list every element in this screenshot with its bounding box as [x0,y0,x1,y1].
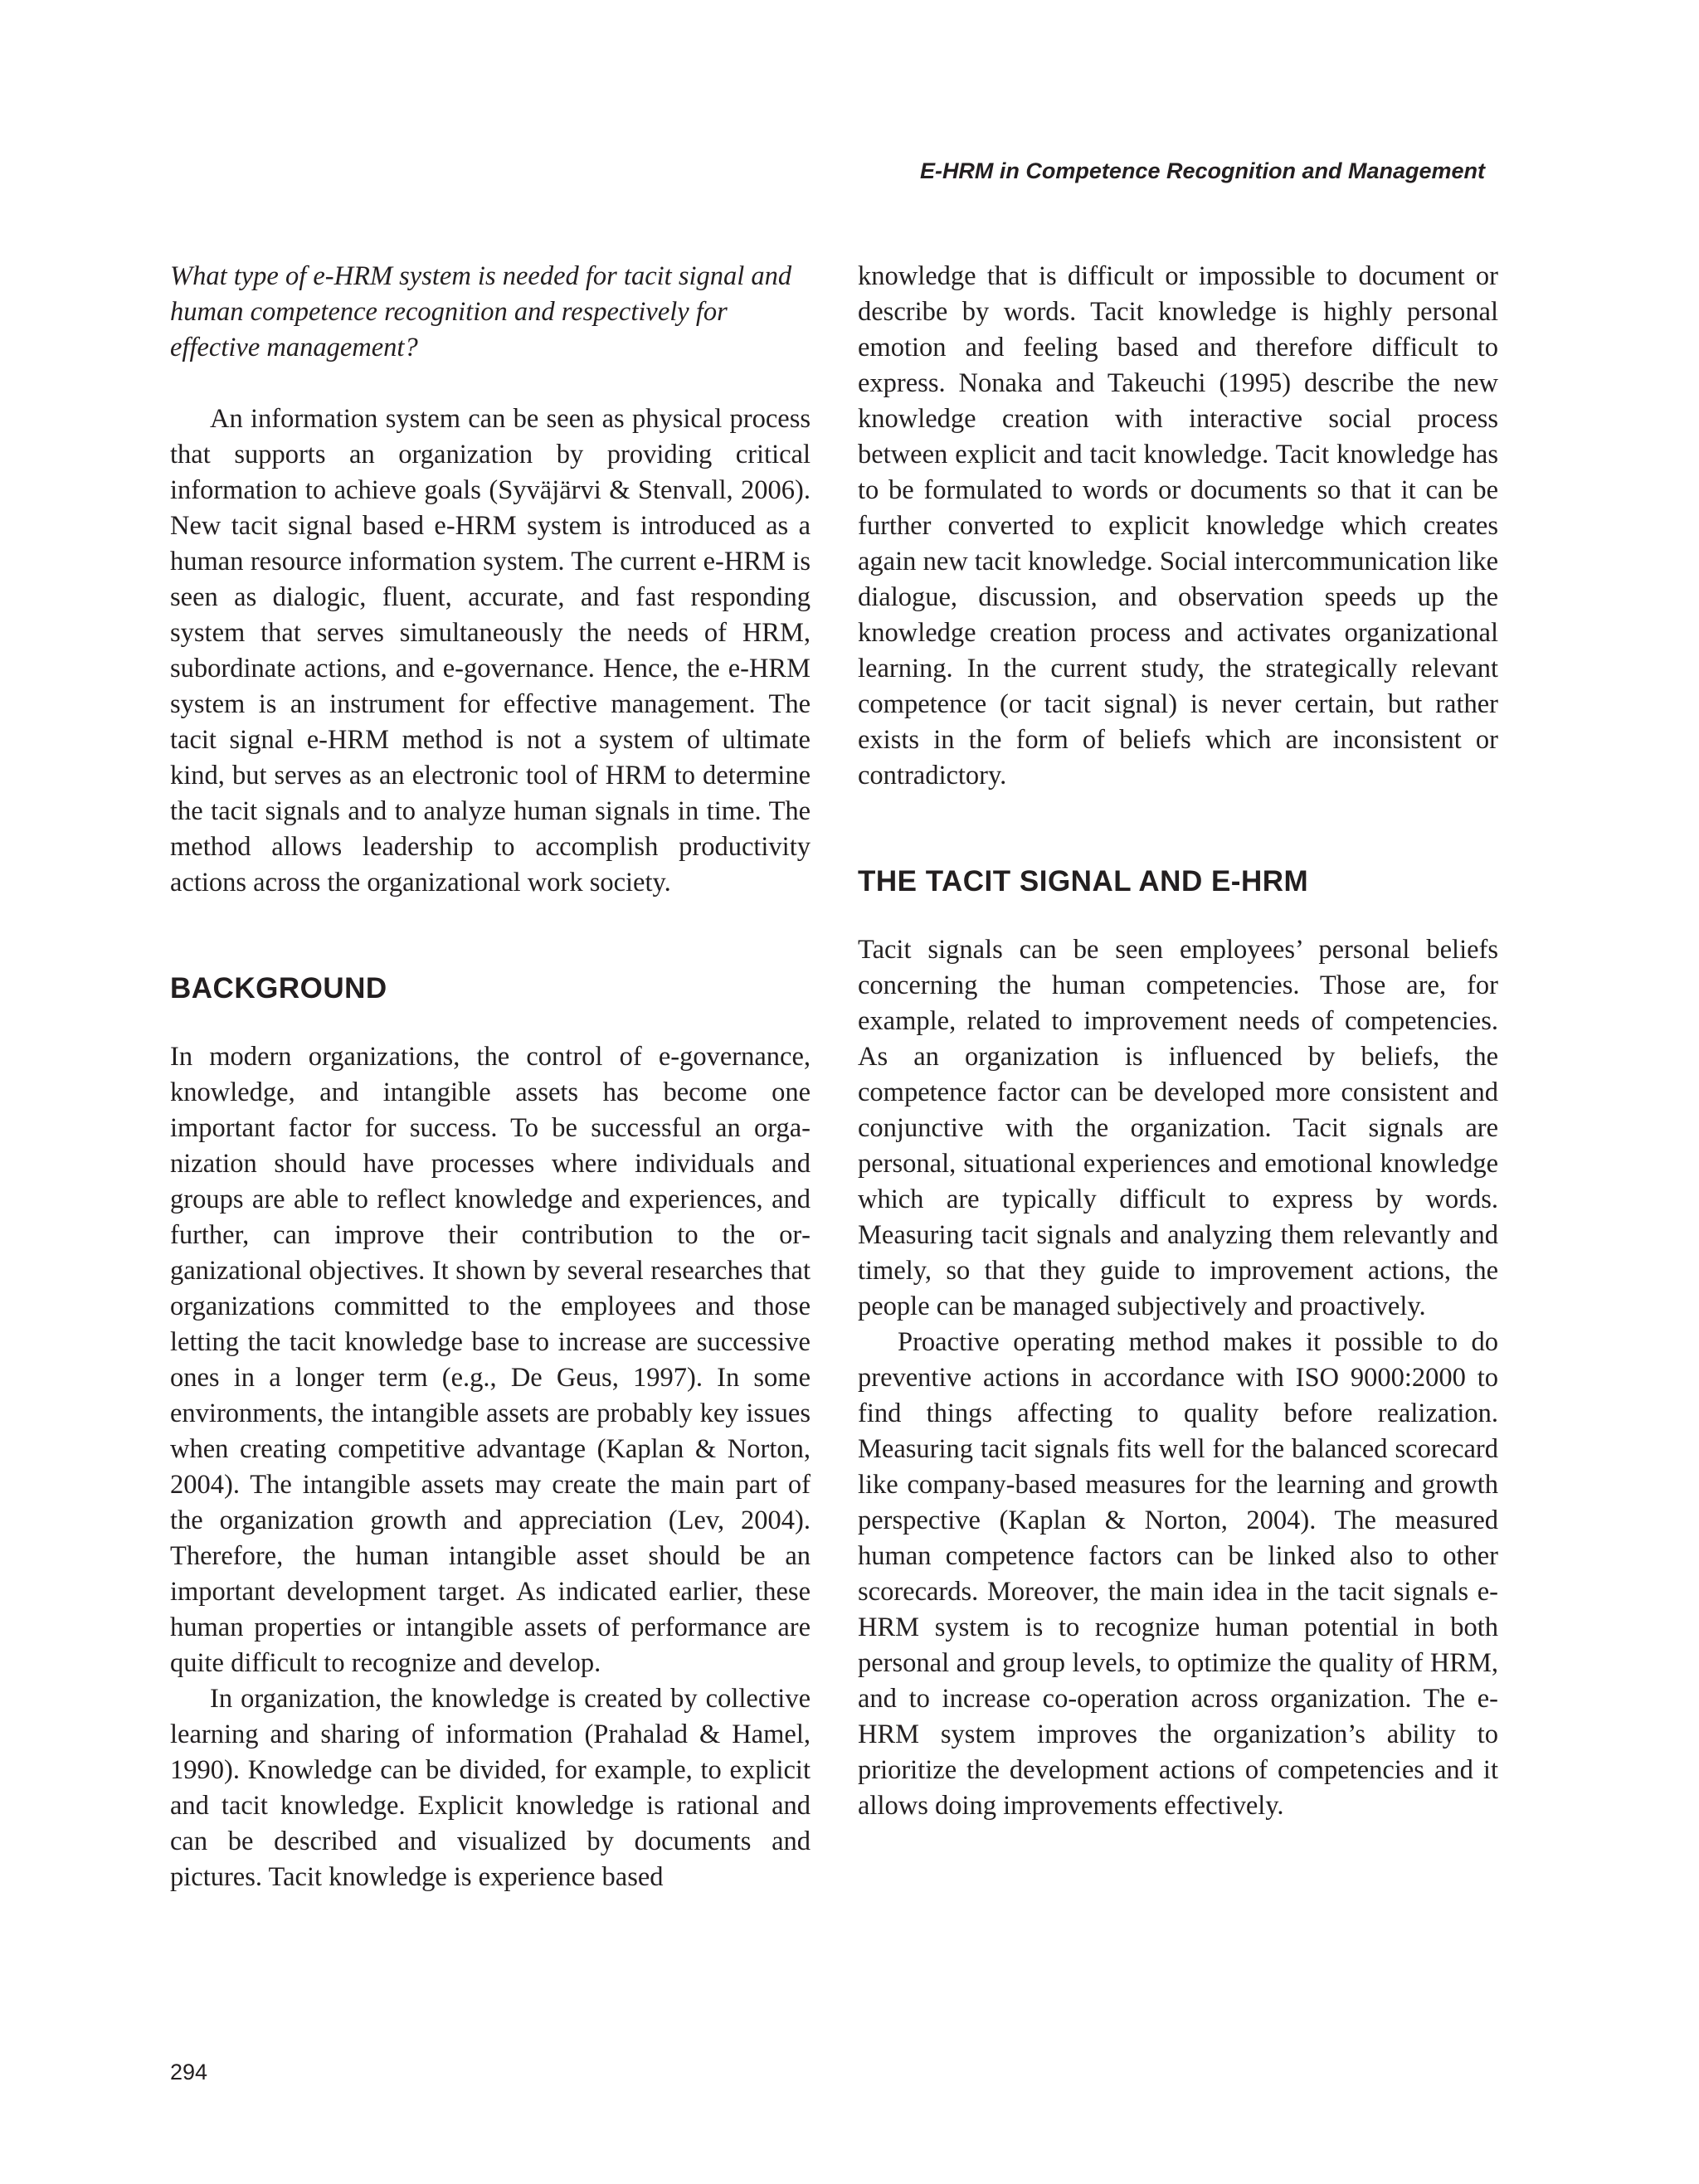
research-question: What type of e-HRM system is needed for tacit signal and human competence recognition and respectively for effective management? [170,261,792,362]
spacer [858,794,1498,860]
background-paragraph-2: In organization, the knowledge is created by collective learning and sharing of information (Prahalad & Hamel, 1990). Knowledge can be divided, for example, to explicit and tacit knowledge. Explicit knowledge is rational and can be described and visualized by documents and pictures. Tacit knowledge is experience based [170,1684,811,1892]
tacit-paragraph-1: Tacit signals can be seen employees’ personal beliefs concerning the human competencies. Those are, for example, related to improvement needs of competencies. As an organization is influenced by beliefs, the competence factor can be developed more consistent and conjunctive with the organization. Tacit signals are personal, situational experiences and emotional knowledge which are typically difficult to express by words. Measuring tacit signals and analyzing them relevantly and timely, so that they guide to improvement actions, the people can be managed subjectively and proactively. [858,935,1498,1321]
spacer [170,901,811,967]
running-header: E-HRM in Competence Recognition and Management [919,158,1485,183]
spacer [858,903,1498,932]
left-column [170,259,811,1895]
background-heading: BACKGROUND [170,972,387,1004]
tacit-signal-heading: THE TACIT SIGNAL AND E-HRM [858,865,1309,897]
spacer [170,366,811,401]
right-column [858,259,1498,1824]
tacit-paragraph-2: Proactive operating method makes it possible to do preventive actions in accordance with ISO 9000:2000 to find things affecting to quality before realization. Measuring tacit signals fits well for the balanced scorecard like company-based measures for the learning and growth perspective (Kaplan & Norton, 2004). The measured human competence factors can be linked also to other scorecards. Moreover, the main idea in the tacit signals e-HRM system is to recognize human potential in both personal and group levels, to optimize the quality of HRM, and to increase co-operation across organization. The e-HRM system improves the organization’s ability to prioritize the development actions of competencies and it allows doing improvements effectively. [858,1327,1498,1821]
continuation-paragraph: knowledge that is difficult or impossible to document or describe by words. Tacit knowledge is highly personal emotion and feeling based and therefore difficult to express. Nonaka and Takeuchi (1995) describe the new knowledge creation with interactive social process between explicit and tacit knowledge. Tacit knowledge has to be formulated to words or documents so that it can be further converted to explicit knowledge which creates again new tacit knowledge. Social intercommunication like dialogue, discussion, and observation speeds up the knowledge creation process and activates organizational learning. In the current study, the strategically relevant competence (or tacit signal) is never certain, but rather exists in the form of beliefs which are inconsistent or contradictory. [858,261,1498,790]
intro-paragraph: An information system can be seen as physical process that supports an organization by providing critical information to achieve goals (Syväjärvi & Stenvall, 2006). New tacit signal based e-HRM system is introduced as a human resource information system. The current e-HRM is seen as dialogic, fluent, accurate, and fast responding system that serves simultaneously the needs of HRM, subordinate actions, and e-governance. Hence, the e-HRM system is an instrument for effective management. The tacit signal e-HRM method is not a system of ultimate kind, but serves as an electronic tool of HRM to determine the tacit signals and to analyze human signals in time. The method allows leadership to accomplish productivity actions across the organizational work society. [170,404,811,897]
spacer [170,1010,811,1039]
background-paragraph-1: In modern organizations, the control of e-governance, knowledge, and intangible assets has become one important factor for success. To be successful an organization should have processes where individuals and groups are able to reflect knowledge and experiences, and further, can improve their contribution to the organizational objectives. It shown by several researches that organizations committed to the employees and those letting the tacit knowledge base to increase are successive ones in a longer term (e.g., De Geus, 1997). In some environments, the intangible assets are probably key issues when creating competitive advantage (Kaplan & Norton, 2004). The intangible assets may create the main part of the organization growth and appreciation (Lev, 2004). Therefore, the human intangible asset should be an important development target. As indicated earlier, these human properties or intangible assets of performance are quite difficult to recognize and develop. [170,1042,811,1678]
page-number: 294 [170,2060,208,2084]
